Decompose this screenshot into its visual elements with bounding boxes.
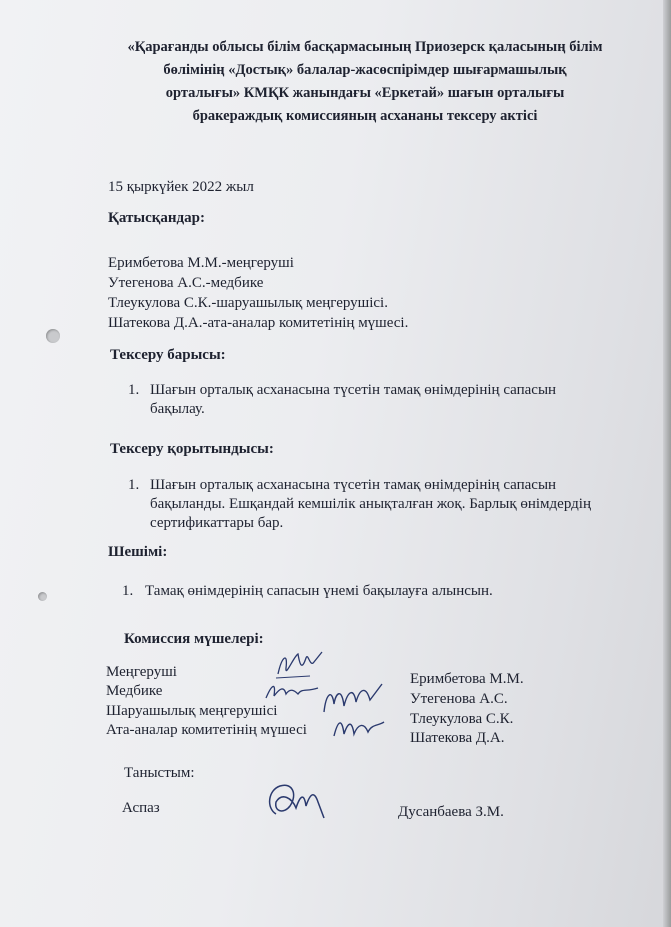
punch-hole <box>46 329 60 343</box>
participant-item: Утегенова А.С.-медбике <box>108 275 264 291</box>
title-line-1: «Қарағанды облысы білім басқармасының Приозерск қаласының білім <box>127 39 603 55</box>
list-marker: 1. <box>128 382 140 398</box>
commission-name: Еримбетова М.М. <box>410 671 524 687</box>
decision-heading: Шешімі: <box>108 544 168 560</box>
progress-item-line: Шағын орталық асханасына түсетін тамақ өнімдерінің сапасын <box>150 382 557 398</box>
list-marker: 1. <box>122 583 134 599</box>
participant-item: Шатекова Д.А.-ата-аналар комитетінің мүшесі. <box>108 315 409 331</box>
title-line-3: орталығы» КМҚК жанындағы «Еркетай» шағын орталығы <box>165 85 565 101</box>
punch-hole <box>38 592 47 601</box>
signature-nurse-icon <box>262 678 322 708</box>
commission-name: Тлеукулова С.К. <box>410 711 514 727</box>
acquainted-heading: Таныстым: <box>124 765 195 781</box>
title-line-4: бракераждық комиссияның асхананы тексеру актісі <box>192 108 538 124</box>
commission-role: Ата-аналар комитетінің мүшесі <box>106 722 307 738</box>
participant-item: Еримбетова М.М.-меңгеруші <box>108 255 294 271</box>
acquainted-role: Аспаз <box>122 800 160 816</box>
commission-role: Шаруашылық меңгерушісі <box>106 703 278 719</box>
signature-cook-icon <box>262 778 332 826</box>
act-date: 15 қыркүйек 2022 жыл <box>108 179 254 195</box>
page-edge <box>663 0 671 927</box>
results-item-line: сертификаттары бар. <box>150 515 284 531</box>
participants-heading: Қатысқандар: <box>108 210 205 226</box>
title-line-2: бөлімінің «Достық» балалар-жасөспірімдер шығармашылық <box>163 62 567 78</box>
results-item-line: Шағын орталық асханасына түсетін тамақ өнімдерінің сапасын <box>150 477 557 493</box>
progress-item-line: бақылау. <box>150 401 205 417</box>
participant-item: Тлеукулова С.К.-шаруашылық меңгерушісі. <box>108 295 388 311</box>
acquainted-name: Дусанбаева З.М. <box>398 804 504 820</box>
list-marker: 1. <box>128 477 140 493</box>
commission-heading: Комиссия мүшелері: <box>124 631 264 647</box>
commission-name: Утегенова А.С. <box>410 691 508 707</box>
commission-role: Меңгеруші <box>106 664 177 680</box>
signature-parent-icon <box>330 714 390 744</box>
commission-name: Шатекова Д.А. <box>410 730 505 746</box>
commission-role: Медбике <box>106 683 163 699</box>
progress-heading: Тексеру барысы: <box>110 347 226 363</box>
results-heading: Тексеру қорытындысы: <box>110 441 274 457</box>
results-item-line: бақыланды. Ешқандай кемшілік анықталған жоқ. Барлық өнімдердің <box>150 496 591 512</box>
decision-item: Тамақ өнімдерінің сапасын үнемі бақылауға алынсын. <box>145 583 493 599</box>
